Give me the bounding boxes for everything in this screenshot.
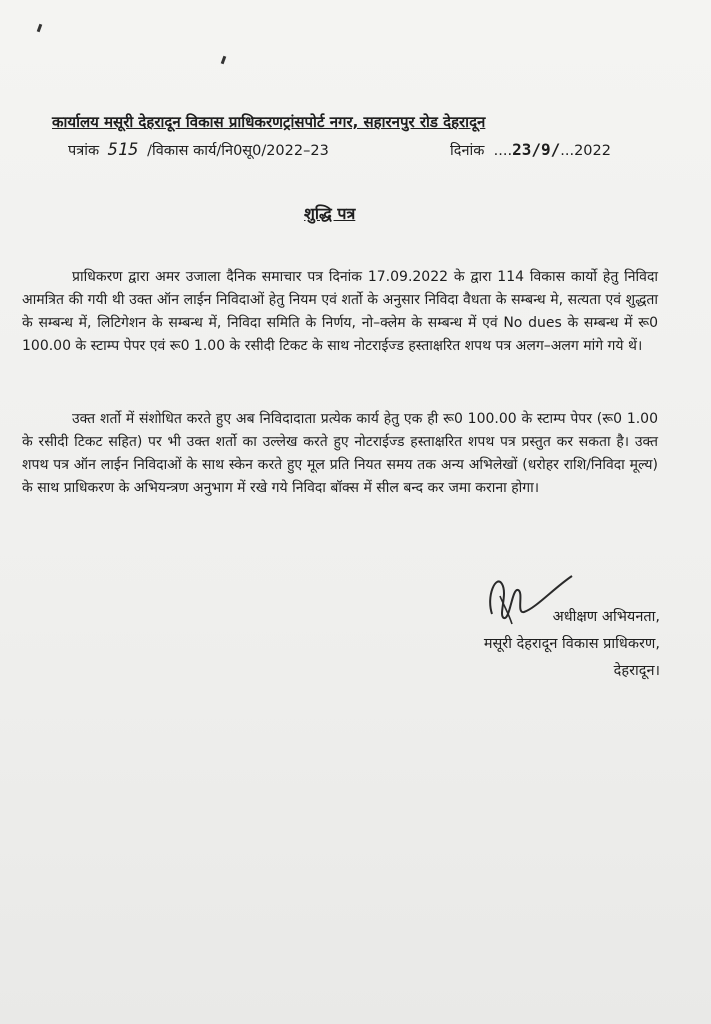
office-header: कार्यालय मसूरी देहरादून विकास प्राधिकरणट्रांसपोर्ट नगर, सहारनपुर रोड देहरादून — [52, 113, 486, 131]
ref-number: 515 — [107, 140, 139, 160]
document-subject: शुद्धि पत्र — [304, 204, 356, 223]
reference-line — [68, 140, 648, 160]
ref-suffix: /विकास कार्य/नि0सू0/2022–23 — [147, 143, 329, 159]
signatory-authority: मसूरी देहरादून विकास प्राधिकरण, — [483, 636, 660, 652]
ref-prefix: पत्रांक — [68, 143, 100, 159]
date-block: दिनांक ....23/9/...2022 — [450, 140, 611, 159]
date-year: 2022 — [574, 143, 611, 159]
signature-block — [400, 604, 660, 685]
date-value: 23/9/ — [512, 140, 561, 159]
paragraph-1: प्राधिकरण द्वारा अमर उजाला दैनिक समाचार पत्र दिनांक 17.09.2022 के द्वारा 114 विकास कार्यो हेतु निविदा आमत्रित की गयी थी उक्त ऑन लाईन निविदाओं हेतु नियम एवं शर्तो के अनुसार निविदा वैधता के सम्बन्ध मे, सत्यता एवं शुद्धता के सम्बन्ध में, लिटिगेशन के सम्बन्ध में, निविदा समिति के निर्णय, नो–क्लेम के सम्बन्ध में एवं No dues के सम्बन्ध में रू0 100.00 के स्टाम्प पेपर एवं रू0 1.00 के रसीदी टिकट के साथ नोटराईज्ड हस्ताक्षरित शपथ पत्र अलग–अलग मांगे गये थें। — [22, 269, 658, 354]
signatory-designation: अधीक्षण अभियनता, — [552, 609, 660, 625]
scan-speck — [221, 56, 227, 65]
scan-speck — [37, 24, 43, 33]
paragraph-2: उक्त शर्तो में संशोधित करते हुए अब निविदादाता प्रत्येक कार्य हेतु एक ही रू0 100.00 के स्टाम्प पेपर (रू0 1.00 के रसीदी टिकट सहित) पर भी उक्त शर्तो का उल्लेख करते हुए नोटराईज्ड हस्ताक्षरित शपथ पत्र प्रस्तुत कर सकता है। उक्त शपथ पत्र ऑन लाईन निविदाओं के साथ स्केन करते हुए मूल प्रति नियत समय तक अन्य अभिलेखों (धरोहर राशि/निविदा मूल्य) के साथ प्राधिकरण के अभियन्त्रण अनुभाग में रखे गये निविदा बॉक्स में सील बन्द कर जमा कराना होगा। — [22, 411, 658, 496]
signatory-city: देहरादून। — [613, 663, 660, 679]
date-label: दिनांक — [450, 143, 485, 159]
